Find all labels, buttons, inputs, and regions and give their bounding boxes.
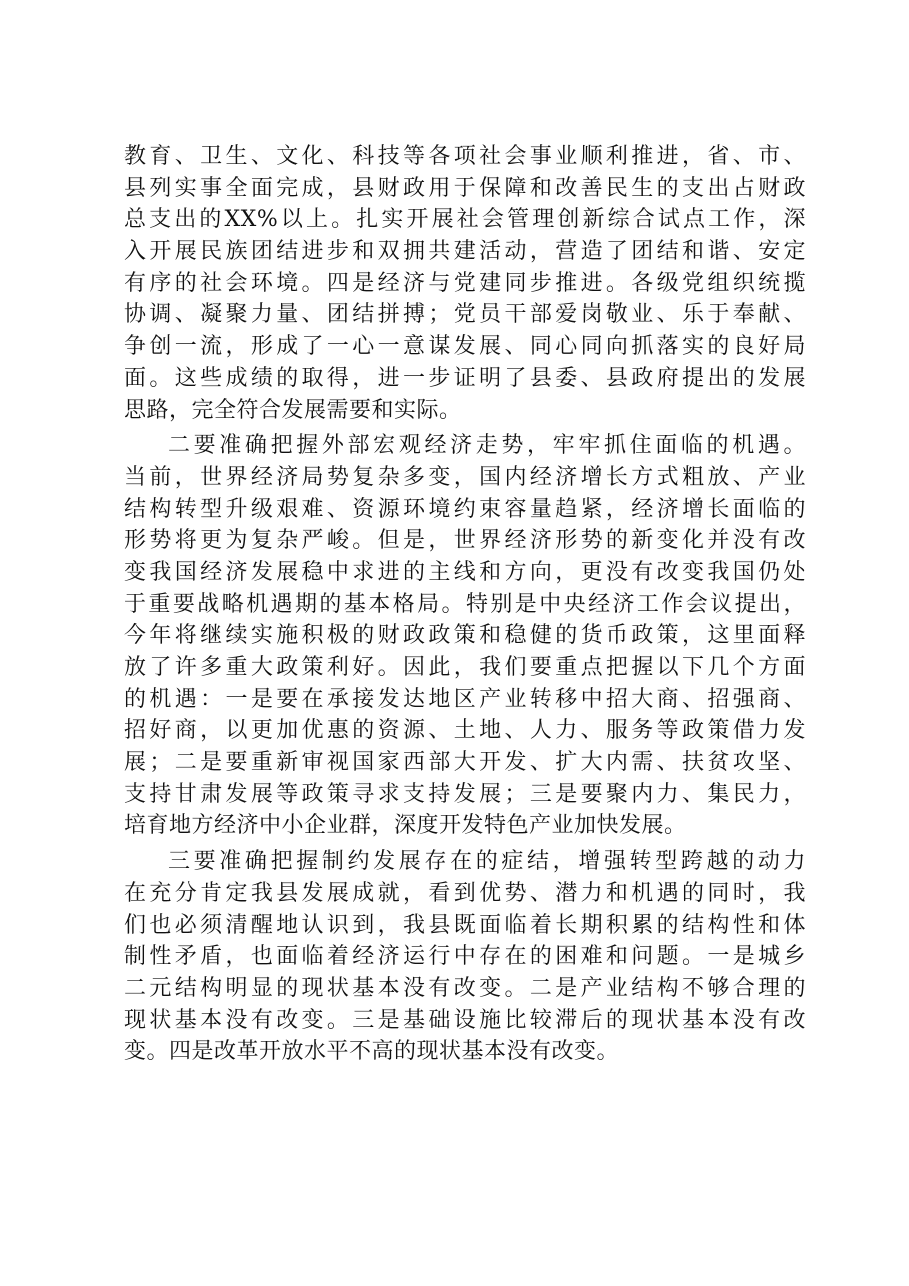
text-line: 面。这些成绩的取得，进一步证明了县委、县政府提出的发展 xyxy=(124,365,806,391)
text-line: 展；二是要重新审视国家西部大开发、扩大内需、扶贫攻坚、 xyxy=(124,750,806,776)
text-line: 变。四是改革开放水平不高的现状基本没有改变。 xyxy=(124,1039,620,1065)
document-body xyxy=(124,141,806,1068)
text-line: 二要准确把握外部宏观经济走势，牢牢抓住面临的机遇。 xyxy=(168,433,806,459)
text-line: 在充分肯定我县发展成就，看到优势、潜力和机遇的同时，我 xyxy=(124,880,806,906)
text-line: 有序的社会环境。四是经济与党建同步推进。各级党组织统揽 xyxy=(124,270,806,296)
text-line: 培育地方经济中小企业群，深度开发特色产业加快发展。 xyxy=(124,813,687,839)
text-line: 支持甘肃发展等政策寻求支持发展；三是要聚内力、集民力， xyxy=(124,781,806,807)
text-line: 争创一流，形成了一心一意谋发展、同心同向抓落实的良好局 xyxy=(124,334,806,360)
text-line: 县列实事全面完成，县财政用于保障和改善民生的支出占财政 xyxy=(124,175,806,201)
text-line: 放了许多重大政策利好。因此，我们要重点把握以下几个方面 xyxy=(124,655,806,680)
text-line: 制性矛盾，也面临着经济运行中存在的困难和问题。一是城乡 xyxy=(124,944,806,970)
text-line: 变我国经济发展稳中求进的主线和方向，更没有改变我国仍处 xyxy=(124,559,806,585)
text-line: 当前，世界经济局势复杂多变，国内经济增长方式粗放、产业 xyxy=(124,464,806,490)
paragraph-2 xyxy=(124,430,806,842)
text-line: 于重要战略机遇期的基本格局。特别是中央经济工作会议提出， xyxy=(124,591,806,617)
text-line: 现状基本没有改变。三是基础设施比较滞后的现状基本没有改 xyxy=(124,1007,806,1033)
paragraph-1 xyxy=(124,141,806,426)
text-line: 思路，完全符合发展需要和实际。 xyxy=(124,397,462,423)
paragraph-3 xyxy=(124,846,806,1068)
text-line: 今年将继续实施积极的财政政策和稳健的货币政策，这里面释 xyxy=(124,623,806,649)
text-line: 二元结构明显的现状基本没有改变。二是产业结构不够合理的 xyxy=(124,975,806,1001)
text-line: 的机遇：一是要在承接发达地区产业转移中招大商、招强商、 xyxy=(124,686,806,712)
text-line: 协调、凝聚力量、团结拼搏；党员干部爱岗敬业、乐于奉献、 xyxy=(124,302,806,328)
text-line: 三要准确把握制约发展存在的症结，增强转型跨越的动力 xyxy=(168,849,806,875)
text-line: 形势将更为复杂严峻。但是，世界经济形势的新变化并没有改 xyxy=(124,528,806,554)
text-line: 结构转型升级艰难、资源环境约束容量趋紧，经济增长面临的 xyxy=(124,496,806,522)
text-line: 们也必须清醒地认识到，我县既面临着长期积累的结构性和体 xyxy=(124,912,806,938)
text-line: 招好商，以更加优惠的资源、土地、人力、服务等政策借力发 xyxy=(124,718,806,744)
text-line: 入开展民族团结进步和双拥共建活动，营造了团结和谐、安定 xyxy=(124,239,806,265)
text-line: 教育、卫生、文化、科技等各项社会事业顺利推进，省、市、 xyxy=(124,144,806,169)
text-line: 总支出的XX%以上。扎实开展社会管理创新综合试点工作，深 xyxy=(124,207,806,233)
